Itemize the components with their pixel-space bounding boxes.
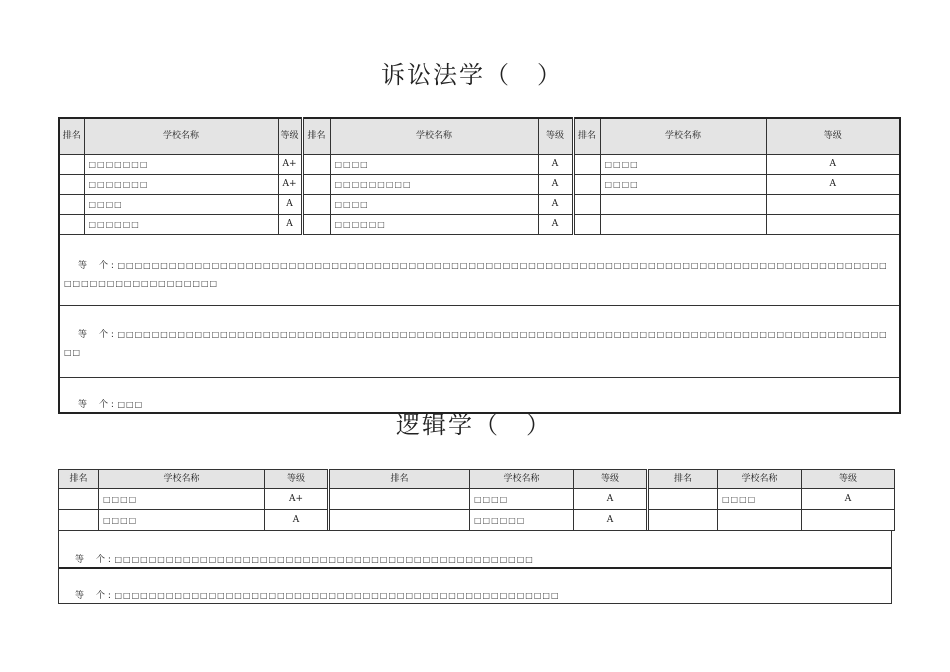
rank-cell xyxy=(573,174,600,194)
ranking-table-logic xyxy=(58,469,895,531)
header-grade: 等级 xyxy=(538,118,573,154)
school-cell: □□□□ xyxy=(600,174,766,194)
table-row xyxy=(59,154,900,174)
school-cell xyxy=(600,214,766,234)
note-label: 等 个 : xyxy=(75,555,111,565)
header-grade: 等级 xyxy=(802,470,895,489)
header-school: 学校名称 xyxy=(84,118,278,154)
grade-cell: A+ xyxy=(265,489,329,510)
header-grade: 等级 xyxy=(766,118,900,154)
header-school: 学校名称 xyxy=(718,470,802,489)
rank-cell xyxy=(573,194,600,214)
school-cell: □□□□□□ xyxy=(470,510,574,531)
grade-cell: A+ xyxy=(278,174,302,194)
grade-cell: A xyxy=(574,510,648,531)
grade-cell: A xyxy=(574,489,648,510)
table-row xyxy=(59,194,900,214)
table-header-row xyxy=(59,118,900,154)
rank-cell xyxy=(59,214,84,234)
grade-note-box xyxy=(58,567,892,604)
header-grade: 等级 xyxy=(278,118,302,154)
header-school: 学校名称 xyxy=(99,470,265,489)
grade-cell: A xyxy=(802,489,895,510)
grade-cell: A xyxy=(538,154,573,174)
note-row xyxy=(59,234,900,305)
grade-cell: A xyxy=(538,194,573,214)
school-cell: □□□□ xyxy=(99,510,265,531)
grade-cell: A xyxy=(766,154,900,174)
school-cell: □□□□□□□ xyxy=(84,154,278,174)
grade-cell xyxy=(802,510,895,531)
rank-cell xyxy=(302,154,330,174)
header-grade: 等级 xyxy=(574,470,648,489)
grade-note xyxy=(75,588,560,601)
header-rank: 排名 xyxy=(648,470,718,489)
grade-cell xyxy=(766,194,900,214)
header-rank: 排名 xyxy=(329,470,470,489)
note-label: 等 个 : xyxy=(78,399,114,410)
section-title-logic: 逻辑学（ ） xyxy=(396,411,552,439)
rank-cell xyxy=(648,489,718,510)
note-label: 等 个 : xyxy=(78,260,114,271)
section-title-litigation-law: 诉讼法学（ ） xyxy=(381,61,563,89)
school-cell: □□□□ xyxy=(718,489,802,510)
table-row xyxy=(59,510,895,531)
school-cell: □□□□ xyxy=(600,154,766,174)
grade-cell: A xyxy=(538,214,573,234)
header-school: 学校名称 xyxy=(330,118,538,154)
rank-cell xyxy=(302,174,330,194)
grade-cell: A+ xyxy=(278,154,302,174)
table-row xyxy=(59,214,900,234)
grade-cell: A xyxy=(766,174,900,194)
school-cell: □□□□□□ xyxy=(84,214,278,234)
rank-cell xyxy=(59,194,84,214)
rank-cell xyxy=(302,214,330,234)
grade-cell: A xyxy=(538,174,573,194)
table-header-row xyxy=(59,470,895,489)
note-text: □□□□□□□□□□□□□□□□□□□□□□□□□□□□□□□□□□□□□□□□□□□□□□□□□□□□ xyxy=(114,591,560,600)
note-text: □□□□□□□□□□□□□□□□□□□□□□□□□□□□□□□□□□□□□□□□□□□□□□□□□ xyxy=(114,555,534,564)
school-cell: □□□□ xyxy=(330,194,538,214)
grade-cell: A xyxy=(278,194,302,214)
rank-cell xyxy=(59,510,99,531)
grade-note xyxy=(59,305,900,377)
grade-cell: A xyxy=(278,214,302,234)
grade-note xyxy=(75,552,534,565)
note-label: 等 个 : xyxy=(75,591,111,601)
rank-cell xyxy=(573,214,600,234)
school-cell: □□□□□□ xyxy=(330,214,538,234)
rank-cell xyxy=(329,489,470,510)
school-cell: □□□□ xyxy=(470,489,574,510)
rank-cell xyxy=(59,154,84,174)
header-grade: 等级 xyxy=(265,470,329,489)
rank-cell xyxy=(59,489,99,510)
school-cell: □□□□□□□ xyxy=(84,174,278,194)
header-school: 学校名称 xyxy=(600,118,766,154)
header-rank: 排名 xyxy=(59,470,99,489)
note-text: □□□ xyxy=(117,399,144,409)
school-cell: □□□□ xyxy=(84,194,278,214)
grade-cell: A xyxy=(265,510,329,531)
grade-cell xyxy=(766,214,900,234)
school-cell: □□□□ xyxy=(330,154,538,174)
note-label: 等 个 : xyxy=(78,329,114,340)
note-row xyxy=(59,305,900,377)
grade-note-box xyxy=(58,530,892,569)
rank-cell xyxy=(329,510,470,531)
school-cell: □□□□ xyxy=(99,489,265,510)
rank-cell xyxy=(302,194,330,214)
header-rank: 排名 xyxy=(573,118,600,154)
school-cell: □□□□□□□□□ xyxy=(330,174,538,194)
rank-cell xyxy=(573,154,600,174)
header-school: 学校名称 xyxy=(470,470,574,489)
school-cell xyxy=(600,194,766,214)
school-cell xyxy=(718,510,802,531)
rank-cell xyxy=(59,174,84,194)
header-rank: 排名 xyxy=(302,118,330,154)
note-text: □□□□□□□□□□□□□□□□□□□□□□□□□□□□□□□□□□□□□□□□□□□□□□□□□□□□□□□□□□□□□□□□□□□□□□□□□□□□□□□□□□□□□□□□□□□□□□□□□□□□□□□□□□□□ xyxy=(64,260,888,288)
note-text: □□□□□□□□□□□□□□□□□□□□□□□□□□□□□□□□□□□□□□□□□□□□□□□□□□□□□□□□□□□□□□□□□□□□□□□□□□□□□□□□□□□□□□□□□□□□ xyxy=(64,329,888,357)
header-rank: 排名 xyxy=(59,118,84,154)
table-row xyxy=(59,174,900,194)
table-row xyxy=(59,489,895,510)
rank-cell xyxy=(648,510,718,531)
grade-note xyxy=(59,234,900,305)
ranking-table-litigation-law xyxy=(58,117,901,414)
